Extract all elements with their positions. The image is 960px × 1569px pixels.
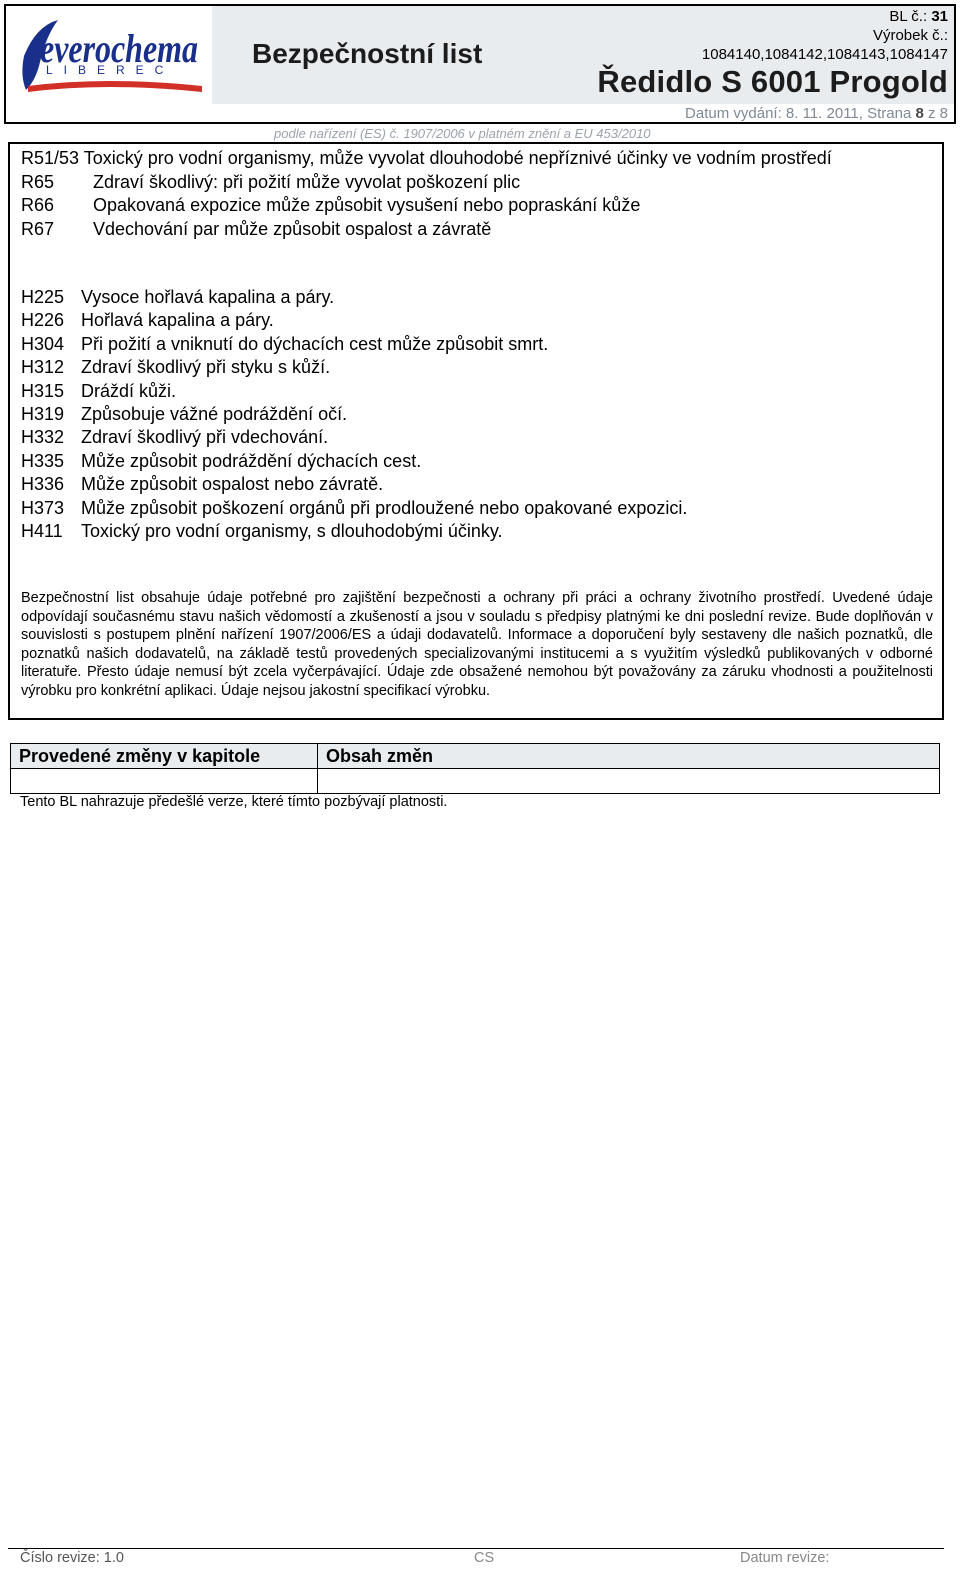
h-phrase-row [21,497,687,520]
h-phrase-text: Při požití a vniknutí do dýchacích cest může způsobit smrt. [81,333,549,354]
changes-cell [11,769,318,794]
h-phrase-row [21,473,687,496]
footer-language: CS [474,1550,495,1566]
h-phrase-code: H373 [21,497,65,518]
company-logo [6,6,210,104]
r-phrase-row [21,218,933,242]
h-phrase-code: H335 [21,450,65,471]
h-phrase-code: H312 [21,357,65,378]
issue-date-text: Datum vydání: 8. 11. 2011, Strana [685,105,912,122]
changes-col-chapter: Provedené změny v kapitole [11,744,318,769]
h-phrase-text: Toxický pro vodní organismy, s dlouhodobými účinky. [81,521,503,542]
h-phrase-code: H225 [21,287,65,307]
r-phrase-code: R67 [21,218,55,239]
product-meta [528,6,954,104]
r-phrases-list [21,147,933,241]
product-name: Ředidlo S 6001 Progold [597,64,948,99]
h-phrase-row [21,520,687,543]
h-phrase-text: Může způsobit podráždění dýchacích cest. [81,450,422,471]
r-phrase-text: Opakovaná expozice může způsobit vysušení nebo popraskání kůže [93,195,641,215]
h-phrase-code: H319 [21,404,65,425]
document-header [4,4,956,124]
h-phrase-text: Vysoce hořlavá kapalina a páry. [81,287,335,307]
h-phrase-text: Zdraví škodlivý při styku s kůží. [81,357,331,378]
h-phrase-row [21,309,687,332]
changes-empty-row [11,769,940,794]
footer-divider [8,1548,944,1549]
page-sep: z [927,105,936,122]
sheet-number-label: BL č.: [889,8,928,25]
sheet-number [889,8,948,25]
page-total: 8 [939,105,948,122]
h-phrase-row [21,286,687,309]
r-phrase-code: R51/53 [21,148,84,168]
replacement-note: Tento BL nahrazuje předešlé verze, které tímto pozbývají platnosti. [20,794,448,810]
r-phrase-text: Vdechování par může způsobit ospalost a závratě [93,218,492,239]
h-phrase-row [21,450,687,473]
footer-revision: Číslo revize: 1.0 [20,1550,124,1566]
h-phrase-text: Může způsobit ospalost nebo závratě. [81,474,384,495]
changes-col-content: Obsah změn [318,744,940,769]
h-phrase-row [21,403,687,426]
section-content [8,142,944,720]
h-phrase-text: Dráždí kůži. [81,380,177,401]
h-phrase-row [21,380,687,403]
issue-date [685,105,948,122]
h-phrase-text: Hořlavá kapalina a páry. [81,310,274,331]
h-phrase-code: H315 [21,380,65,401]
r-phrase-text: Zdraví škodlivý: při požití může vyvolat poškození plic [93,171,521,192]
regulation-note: podle nařízení (ES) č. 1907/2006 v platném znění a EU 453/2010 [274,126,651,141]
h-phrase-code: H332 [21,427,65,448]
r-phrase-row [21,194,933,218]
disclaimer-paragraph: Bezpečnostní list obsahuje údaje potřebné pro zajištění bezpečnosti a ochrany při práci a ochrany životního prostředí. Uvedené údaje odpovídají současnému stavu našich vědomostí a zkušeností a jsou v souladu s předpisy platnými ke dni poslední revize. Bude doplňován v souvislosti s postupem plnění nařízení 1907/2006/ES a údaji dodavatelů. Informace a doporučení byly sestaveny dle našich poznatků, dle poznatků našich dodavatelů, na základě testů provedených specializovanými institucemi a s využitím výsledků publikovaných v odborné literatuře. Přesto údaje nemusí být zcela vyčerpávající. Údaje zde obsažené nemohou být považovány za záruku vhodnosti a použitelnosti výrobku pro konkrétní aplikaci. Údaje nejsou jakostní specifikací výrobku. [21,590,933,699]
page-current: 8 [915,105,924,122]
svg-text:everochema: everochema [40,26,198,71]
h-phrase-code: H411 [21,521,63,542]
r-phrase-text: Toxický pro vodní organismy, může vyvolat dlouhodobé nepříznivé účinky ve vodním prostředí [83,148,832,168]
h-phrase-row [21,356,687,379]
changes-cell [318,769,940,794]
h-phrase-code: H304 [21,333,65,354]
r-phrase-row [21,171,933,195]
sheet-number-value: 31 [931,8,948,25]
r-phrase-code: R65 [21,171,55,192]
footer-revision-date: Datum revize: [740,1550,830,1566]
changes-header-row [11,744,940,769]
svg-text:LIBEREC: LIBEREC [46,63,175,77]
h-phrases-list [21,286,687,543]
h-phrase-row [21,426,687,449]
h-phrase-text: Zdraví škodlivý při vdechování. [81,427,329,448]
h-phrase-code: H226 [21,310,65,331]
doc-title-cell [212,6,528,104]
h-phrase-text: Může způsobit poškození orgánů při prodloužené nebo opakované expozici. [81,497,688,518]
doc-title: Bezpečnostní list [252,38,483,69]
r-phrase-row [21,147,933,171]
product-number-label: Výrobek č.: [872,27,948,44]
changes-table [10,743,940,794]
h-phrase-text: Způsobuje vážné podráždění očí. [81,404,348,425]
h-phrase-code: H336 [21,474,65,495]
h-phrase-row [21,333,687,356]
r-phrase-code: R66 [21,195,55,215]
product-codes: 1084140,1084142,1084143,1084147 [701,46,948,63]
